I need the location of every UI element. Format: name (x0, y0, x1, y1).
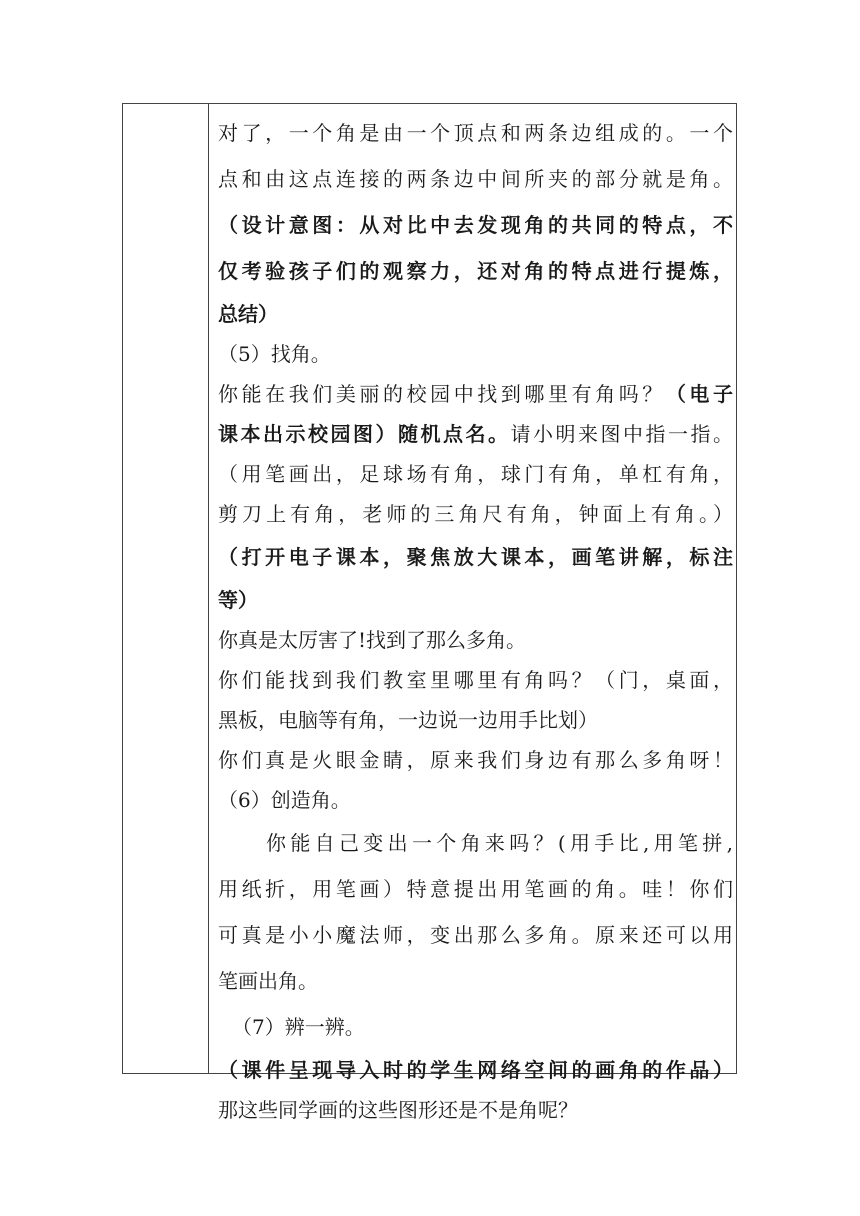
lesson-plan-table (122, 103, 737, 1122)
column-divider (208, 104, 209, 1073)
bold-line-23: （课件呈现导入时的学生网络空间的画角的作品） (218, 1058, 733, 1082)
text-line-19: 用纸折，用笔画）特意提出用笔画的角。哇！你们 (218, 877, 733, 901)
step-7-heading: （7）辨一辨。 (232, 1015, 365, 1039)
text-line-15: 黑板，电脑等有角，一边说一边用手比划） (218, 708, 598, 732)
design-intent-line-3: 总结） (218, 302, 278, 326)
bold-line-12: 等） (218, 588, 258, 612)
lesson-content-cell (218, 110, 733, 1130)
text-line-18: 你能自己变出一个角来吗？(用手比,用笔拼, (266, 831, 733, 855)
bold-note-start: （电子 (665, 382, 734, 406)
text-line-16: 你们真是火眼金睛，原来我们身边有那么多角呀！ (218, 748, 733, 772)
design-intent-line-1: （设计意图：从对比中去发现角的共同的特点，不 (218, 213, 733, 237)
text-line-20: 可真是小小魔法师，变出那么多角。原来还可以用 (218, 923, 733, 947)
text-line-7: 你能在我们美丽的校园中找到哪里有角吗？（电子 (218, 382, 734, 406)
bold-note-end: 课本出示校园图）随机点名。 (218, 422, 511, 446)
step-6-heading: （6）创造角。 (218, 788, 351, 812)
text-line-1: 对了，一个角是由一个顶点和两条边组成的。一个 (218, 121, 733, 145)
text-line-14: 你们能找到我们教室里哪里有角吗？（门，桌面， (218, 668, 733, 692)
design-intent-line-2: 仅考验孩子们的观察力，还对角的特点进行提炼， (218, 259, 733, 283)
text-line-13: 你真是太厉害了!找到了那么多角。 (218, 628, 527, 652)
step-5-heading: （5）找角。 (218, 342, 331, 366)
text-line-21: 笔画出角。 (218, 969, 318, 993)
text-line-9: （用笔画出，足球场有角，球门有角，单杠有角， (218, 462, 733, 486)
left-empty-cell (123, 104, 208, 1073)
bold-line-11: （打开电子课本，聚焦放大课本，画笔讲解，标注 (218, 545, 733, 569)
text-line-2: 点和由这点连接的两条边中间所夹的部分就是角。 (218, 167, 733, 191)
text-line-8: 课本出示校园图）随机点名。请小明来图中指一指。 (218, 422, 733, 446)
text-line-10: 剪刀上有角，老师的三角尺有角，钟面上有角。） (218, 502, 733, 526)
text-line-24: 那这些同学画的这些图形还是不是角呢？ (218, 1098, 578, 1122)
